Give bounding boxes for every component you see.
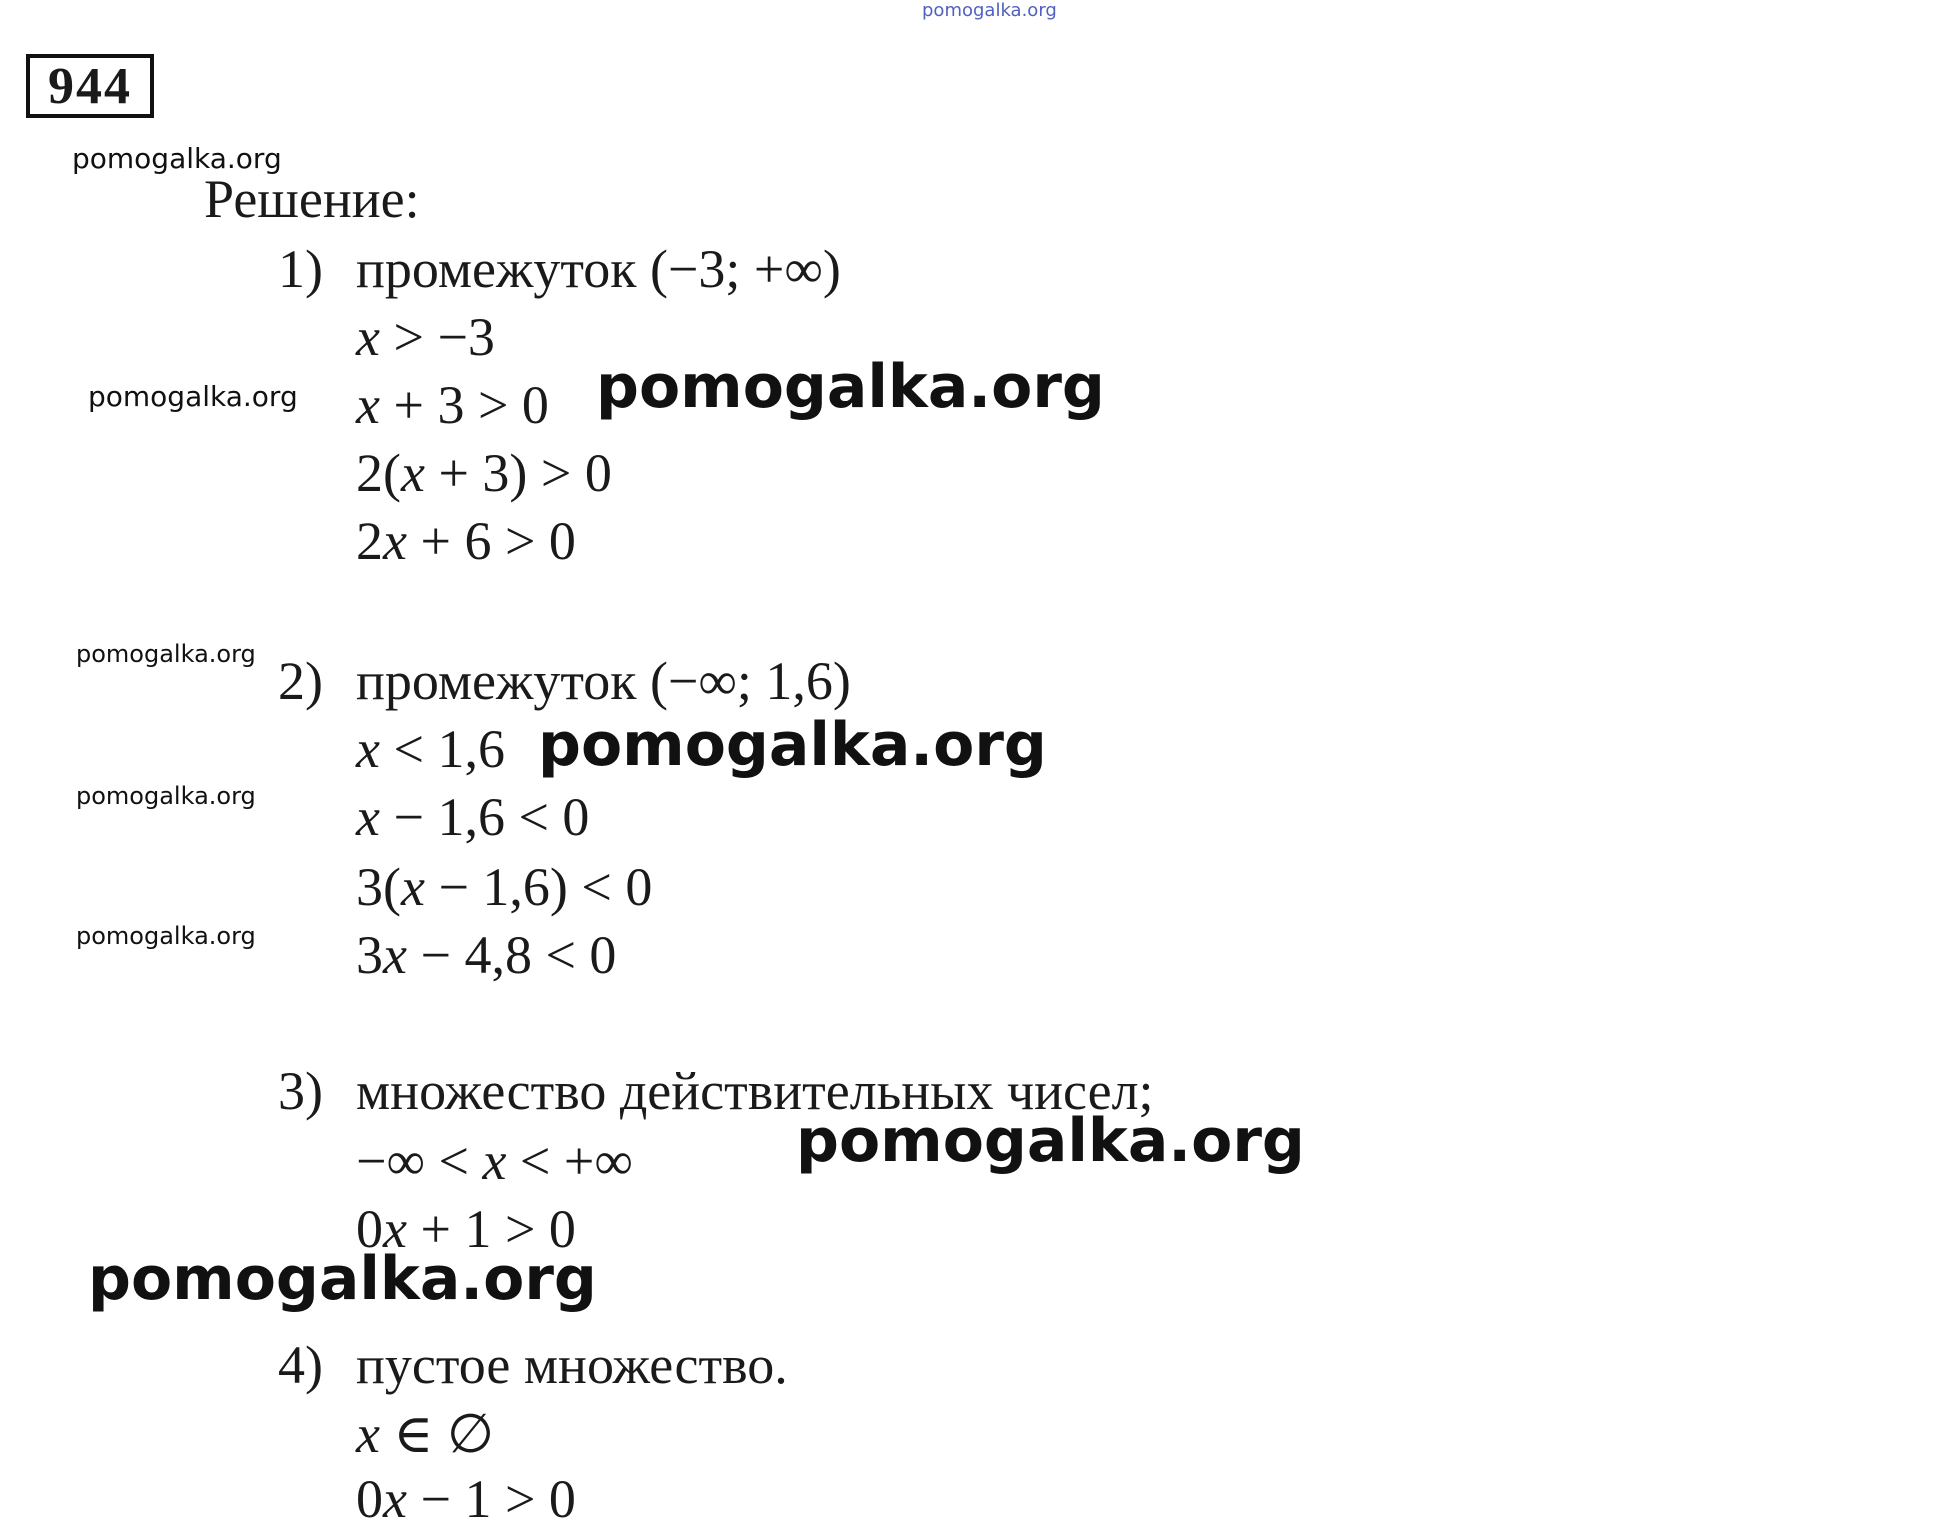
problem-number: 944 bbox=[26, 54, 154, 118]
item-number: 1) bbox=[278, 239, 323, 299]
item-number: 2) bbox=[278, 651, 323, 711]
item-line: промежуток (−∞; 1,6) bbox=[356, 651, 851, 711]
item-line: x ∈ ∅ bbox=[356, 1404, 494, 1464]
watermark: pomogalka.org bbox=[538, 710, 1047, 780]
item-line: промежуток (−3; +∞) bbox=[356, 239, 841, 299]
top-watermark: pomogalka.org bbox=[922, 0, 1057, 21]
watermark: pomogalka.org bbox=[88, 1244, 597, 1314]
watermark: pomogalka.org bbox=[596, 352, 1105, 422]
item-line: 3x − 4,8 < 0 bbox=[356, 925, 617, 985]
item-line: 2x + 6 > 0 bbox=[356, 511, 576, 571]
item-line: −∞ < x < +∞ bbox=[356, 1131, 633, 1191]
watermark: pomogalka.org bbox=[76, 782, 256, 810]
watermark: pomogalka.org bbox=[76, 922, 256, 950]
watermark: pomogalka.org bbox=[76, 640, 256, 668]
item-line: 3(x − 1,6) < 0 bbox=[356, 857, 653, 917]
watermark: pomogalka.org bbox=[88, 380, 298, 413]
solution-heading: Решение: bbox=[204, 169, 420, 229]
item-line: x < 1,6 bbox=[356, 719, 505, 779]
item-number: 3) bbox=[278, 1061, 323, 1121]
item-line: 0x + 1 > 0 bbox=[356, 1199, 576, 1259]
item-line: множество действительных чисел; bbox=[356, 1061, 1154, 1121]
item-line: 0x − 1 > 0 bbox=[356, 1469, 576, 1529]
item-line: x + 3 > 0 bbox=[356, 375, 549, 435]
item-number: 4) bbox=[278, 1335, 323, 1395]
item-line: x > −3 bbox=[356, 307, 495, 367]
item-line: 2(x + 3) > 0 bbox=[356, 443, 612, 503]
item-line: пустое множество. bbox=[356, 1335, 788, 1395]
watermark: pomogalka.org bbox=[796, 1106, 1305, 1176]
item-line: x − 1,6 < 0 bbox=[356, 787, 590, 847]
watermark: pomogalka.org bbox=[72, 142, 282, 175]
